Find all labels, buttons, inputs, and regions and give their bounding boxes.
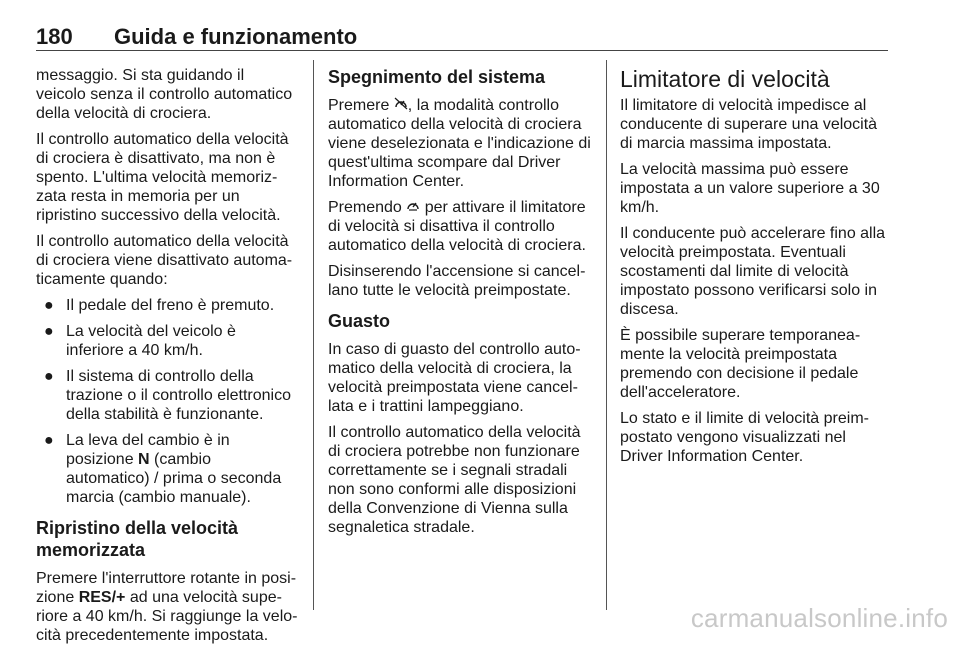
cruise-control-off-icon xyxy=(394,97,408,114)
section-title: Limitatore di velocità xyxy=(620,66,830,92)
watermark: carmanualsonline.info xyxy=(690,603,948,633)
paragraph: Il controllo automatico della velocità di crociera potrebbe non funzionare correttamente se i segnali stradali non sono conformi alle disposizioni della Convenzione di Vienna sulla segnaletica stradale. xyxy=(328,424,581,536)
page-header xyxy=(36,22,888,51)
paragraph: Premendo per attivare il limitatore di velocità si disattiva il controllo automatico della velocità di crociera. xyxy=(328,199,586,254)
paragraph: Premere l'interruttore rotante in posizione RES/+ ad una velocità superiore a 40 km/h. Si raggiunge la velocità precedentemente impostata. xyxy=(36,570,298,644)
paragraph: Il controllo automatico della velocità di crociera viene disattivato automaticamente quando: xyxy=(36,233,293,288)
bullet-icon: ● xyxy=(44,432,54,449)
paragraph: In caso di guasto del controllo automatico della velocità di crociera, la velocità preimpostata viene cancellata e i trattini lampeggiano. xyxy=(328,341,581,415)
column-divider xyxy=(606,60,607,610)
paragraph: Disinserendo l'accensione si cancellano tutte le velocità preimpostate. xyxy=(328,263,586,299)
section-heading: Spegnimento del sistema xyxy=(328,67,546,87)
paragraph: Il controllo automatico della velocità di crociera è disattivato, ma non è spento. L'ultima velocità memorizzata resta in memoria per un ripristino successivo della velocità. xyxy=(36,131,289,224)
paragraph: È possibile superare temporaneamente la velocità preimpostata premendo con decisione il pedale dell'acceleratore. xyxy=(620,327,861,401)
bullet-list xyxy=(36,296,298,507)
paragraph: La velocità massima può essere impostata a un valore superiore a 30 km/h. xyxy=(620,161,880,216)
bullet-icon: ● xyxy=(44,323,54,340)
section-heading: Ripristino della velocità memorizzata xyxy=(36,518,239,560)
page-number: 180 xyxy=(36,24,73,49)
paragraph: Lo stato e il limite di velocità preimpostato vengono visualizzati nel Driver Information Center. xyxy=(620,410,869,465)
section-heading: Guasto xyxy=(328,311,391,331)
paragraph: Il limitatore di velocità impedisce al conducente di superare una velocità di marcia massima impostata. xyxy=(620,97,878,152)
bullet-icon: ● xyxy=(44,297,54,314)
column-1 xyxy=(36,66,298,652)
list-item: ● La velocità del veicolo è inferiore a 40 km/h. xyxy=(44,323,236,359)
speed-limiter-icon xyxy=(406,199,420,216)
list-item: ● Il pedale del freno è premuto. xyxy=(44,297,275,314)
paragraph: Il conducente può accelerare fino alla velocità preimpostata. Eventuali scostamenti dal limite di velocità impostato possono verificarsi solo in discesa. xyxy=(620,225,886,318)
paragraph: messaggio. Si sta guidando il veicolo senza il controllo automatico della velocità di crociera. xyxy=(36,67,293,122)
list-item: ● La leva del cambio è in posizione N (cambio automatico) / prima o seconda marcia (cambio manuale). xyxy=(44,432,282,506)
list-item: ● Il sistema di controllo della trazione o il controllo elettronico della stabilità è funzionante. xyxy=(44,368,292,423)
paragraph: Premere , la modalità controllo automatico della velocità di crociera viene deselezionata e l'indicazione di quest'ultima scompare dal Driver Information Center. xyxy=(328,97,591,190)
bullet-icon: ● xyxy=(44,368,54,385)
chapter-title: Guida e funzionamento xyxy=(114,24,358,49)
column-divider xyxy=(313,60,314,610)
column-3 xyxy=(620,66,888,473)
column-2 xyxy=(328,66,594,544)
